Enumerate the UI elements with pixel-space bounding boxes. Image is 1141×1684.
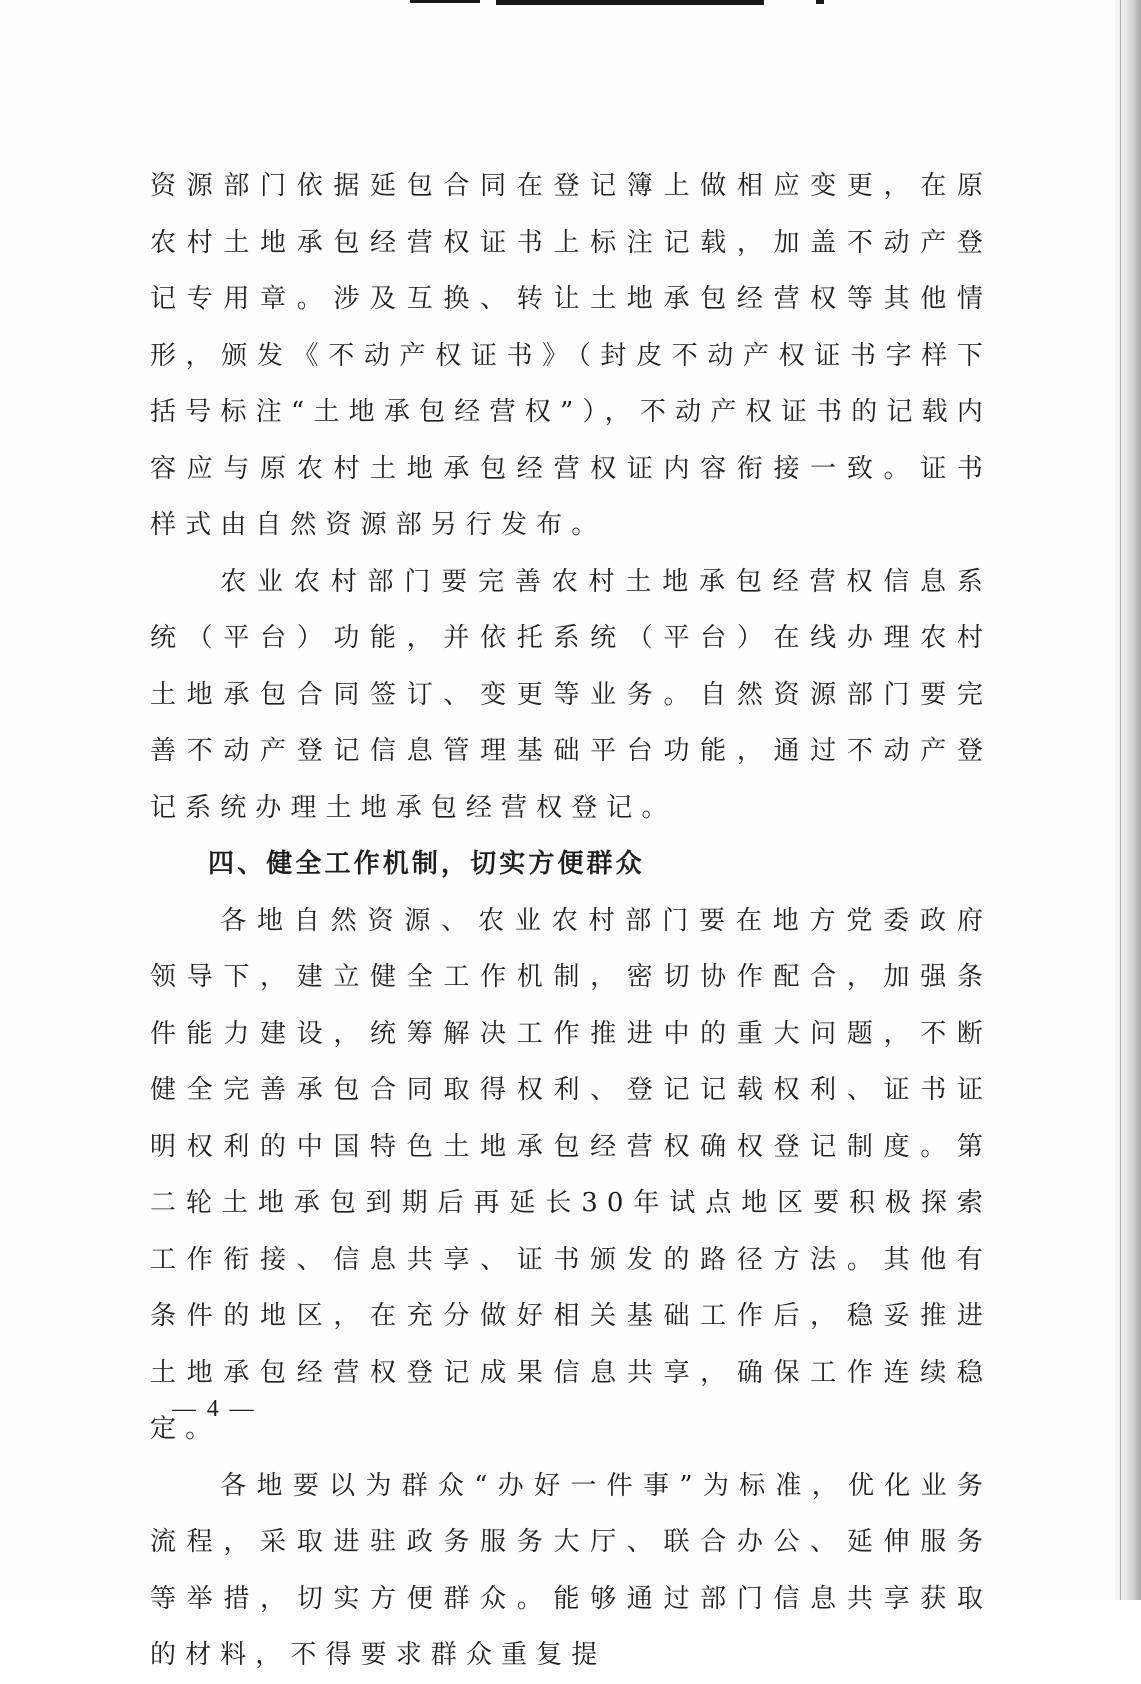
paragraph: 资源部门依据延包合同在登记簿上做相应变更，在原农村土地承包经营权证书上标注记载，加盖不动产登记专用章。涉及互换、转让土地承包经营权等其他情形，颁发《不动产权证书》（封皮不动产权证书字样下括号标注“土地承包经营权”），不动产权证书的记载内容应与原农村土地承包经营权证内容衔接一致。证书样式由自然资源部另行发布。 bbox=[150, 171, 992, 540]
scan-mark bbox=[816, 0, 824, 4]
section-heading: 四、健全工作机制，切实方便群众 bbox=[208, 849, 645, 879]
paragraph: 农业农村部门要完善农村土地承包经营权信息系统（平台）功能，并依托系统（平台）在线办理农村土地承包合同签订、变更等业务。自然资源部门要完善不动产登记信息管理基础平台功能，通过不动产登记系统办理土地承包经营权登记。 bbox=[150, 566, 992, 823]
scan-mark bbox=[410, 0, 480, 3]
scan-page-edge bbox=[1115, 0, 1141, 1600]
paragraph: 各地自然资源、农业农村部门要在地方党委政府领导下，建立健全工作机制，密切协作配合，加强条件能力建设，统筹解决工作推进中的重大问题，不断健全完善承包合同取得权利、登记记载权利、证书证明权利的中国特色土地承包经营权确权登记制度。第二轮土地承包到期后再延长30年试点地区要积极探索工作衔接、信息共享、证书颁发的路径方法。其他有条件的地区，在充分做好相关基础工作后，稳妥推进土地承包经营权登记成果信息共享，确保工作连续稳定。 bbox=[150, 905, 992, 1444]
document-body bbox=[150, 158, 992, 1684]
scan-edge-line bbox=[1120, 0, 1121, 1600]
scan-mark bbox=[496, 0, 764, 5]
page-number: — 4 — bbox=[172, 1396, 256, 1422]
paragraph: 各地要以为群众“办好一件事”为标准，优化业务流程，采取进驻政务服务大厅、联合办公、延伸服务等举措，切实方便群众。能够通过部门信息共享获取的材料，不得要求群众重复提 bbox=[150, 1470, 992, 1670]
